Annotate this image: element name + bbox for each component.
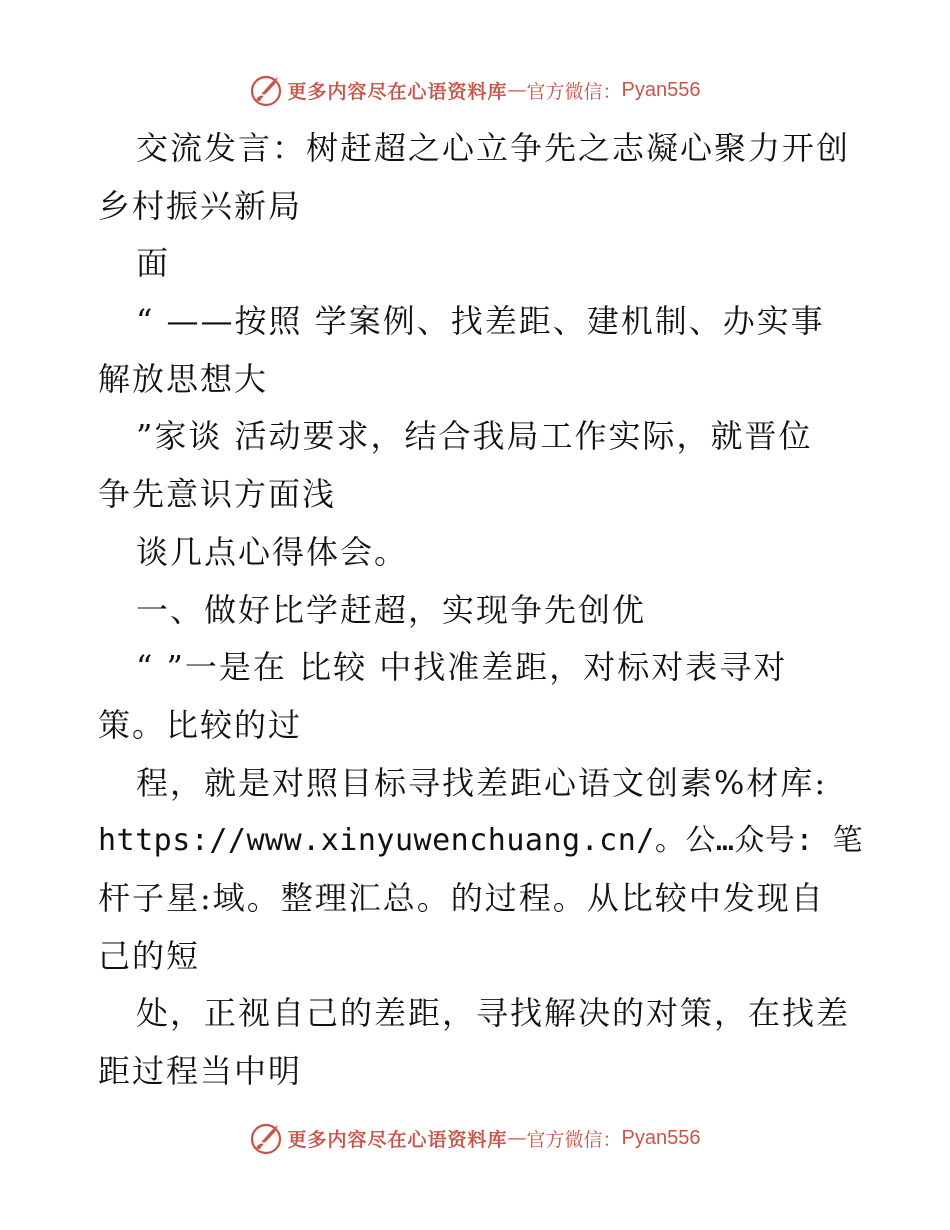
text-line: 距过程当中明 — [98, 1052, 303, 1090]
url-text-line: https://www.xinyuwenchuang.cn/。公…众号: 笔 — [98, 823, 864, 859]
text-line: 乡村振兴新局 — [98, 186, 303, 225]
text-line: 交流发言：树赶超之心立争先之志凝心聚力开创 — [136, 129, 851, 167]
text-line: ”家谈 活动要求，结合我局工作实际，就晋位 — [136, 417, 813, 456]
banner-text: 更多内容尽在心语资料库 — [287, 1128, 508, 1151]
text-line: “ ”一是在 比较 中找准差距，对标对表寻对 — [136, 648, 788, 687]
banner-wechat-id: Pyan556 — [621, 78, 701, 101]
footer-watermark-banner — [0, 1118, 950, 1158]
banner-separator: — — [507, 79, 527, 101]
banner-wechat-label: 官方微信： — [526, 1128, 622, 1151]
banner-separator: — — [507, 1127, 527, 1149]
text-line: 争先意识方面浅 — [98, 475, 337, 514]
header-watermark-banner — [0, 70, 950, 110]
text-line: 面 — [136, 244, 171, 283]
text-line: 杆子星:域。整理汇总。的过程。从比较中发现自 — [98, 878, 825, 917]
text-line: 谈几点心得体会。 — [136, 532, 409, 571]
text-line: 策。比较的过 — [98, 705, 303, 744]
document-body — [98, 120, 864, 1101]
section-heading: 一、做好比学赶超，实现争先创优 — [136, 590, 647, 629]
banner-wechat-id: Pyan556 — [621, 1126, 701, 1149]
quill-pen-icon — [250, 73, 284, 107]
text-line: 程，就是对照目标寻找差距心语文创素%材库: — [136, 763, 828, 802]
quill-pen-icon — [250, 1121, 284, 1155]
text-line: 处，正视自己的差距，寻找解决的对策，在找差 — [136, 994, 851, 1033]
banner-wechat-label: 官方微信： — [526, 80, 622, 103]
banner-text: 更多内容尽在心语资料库 — [287, 80, 508, 103]
text-line: 解放思想大 — [98, 359, 269, 398]
text-line: “ ——按照 学案例、找差距、建机制、办实事 — [136, 302, 825, 341]
text-line: 己的短 — [98, 936, 201, 975]
